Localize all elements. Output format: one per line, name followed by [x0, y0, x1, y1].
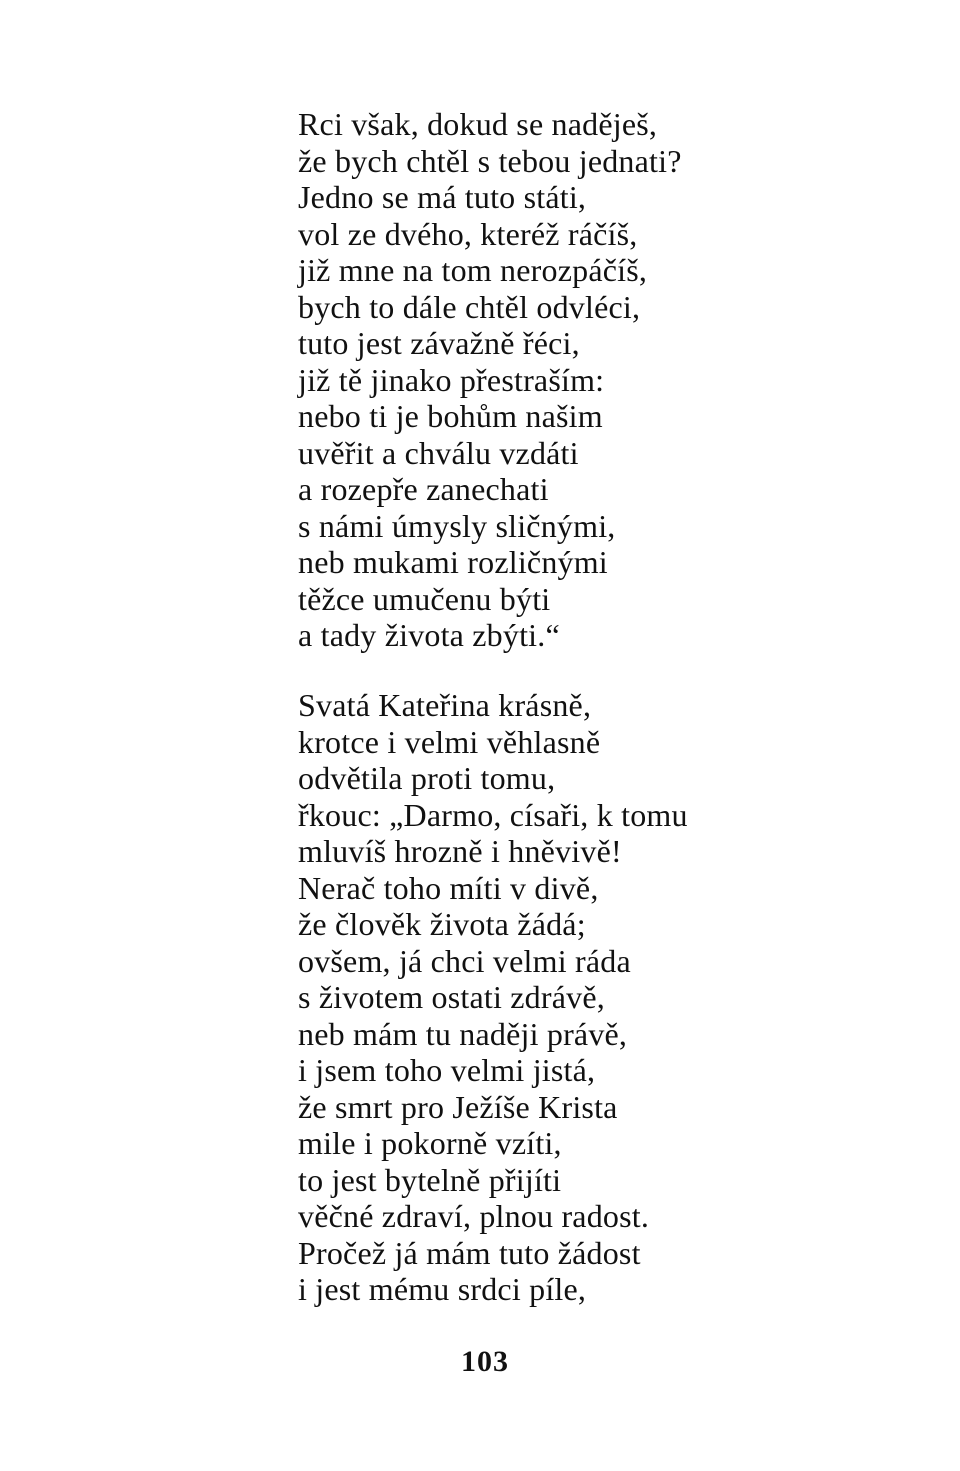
poem-line: to jest bytelně přijíti [298, 1161, 562, 1198]
poem-line: těžce umučenu býti [298, 580, 551, 617]
page-number: 103 [461, 1345, 509, 1378]
poem-line: vol ze dvého, kteréž ráčíš, [298, 215, 638, 252]
poem-line: Rci však, dokud se naděješ, [298, 106, 658, 142]
poem-line: že bych chtěl s tebou jednati? [298, 142, 682, 179]
poem-line: Jedno se má tuto státi, [298, 179, 587, 215]
poem-line: že smrt pro Ježíše Krista [298, 1088, 618, 1125]
poem-line: ovšem, já chci velmi ráda [298, 942, 631, 979]
poem-line: Nerač toho míti v divě, [298, 869, 599, 906]
poem-line: mile i pokorně vzíti, [298, 1125, 562, 1161]
poem-line: Svatá Kateřina krásně, [298, 687, 592, 723]
poem-line: i jsem toho velmi jistá, [298, 1052, 596, 1088]
poem-line: neb mám tu naději právě, [298, 1015, 628, 1052]
poem-line: již tě jinako přestraším: [298, 361, 605, 398]
poem-line: bych to dále chtěl odvléci, [298, 288, 641, 325]
poem-line: i jest mému srdci píle, [298, 1271, 587, 1307]
poem-line: věčné zdraví, plnou radost. [298, 1198, 650, 1234]
poem-line: mluvíš hrozně i hněvivě! [298, 833, 622, 869]
poem-line: uvěřit a chválu vzdáti [298, 434, 579, 471]
poem-stanza-1 [298, 106, 682, 654]
poem-line: Pročež já mám tuto žádost [298, 1234, 641, 1271]
poem-line: s životem ostati zdrávě, [298, 979, 605, 1015]
poem-line: krotce i velmi věhlasně [298, 723, 601, 760]
poem-line: již mne na tom nerozpáčíš, [298, 252, 648, 288]
poem-line: řkouc: „Darmo, císaři, k tomu [298, 796, 688, 833]
poem-line: nebo ti je bohům našim [298, 398, 603, 434]
poem-line: odvětila proti tomu, [298, 760, 556, 796]
poem-line: a rozepře zanechati [298, 471, 549, 507]
poem-stanza-2 [298, 687, 688, 1308]
poem-line: neb mukami rozličnými [298, 544, 608, 580]
poem-line: tuto jest závažně řéci, [298, 325, 580, 361]
poem-line: že člověk života žádá; [298, 906, 586, 942]
poem-line: s námi úmysly sličnými, [298, 507, 616, 544]
poem-line: a tady života zbýti.“ [298, 617, 560, 653]
